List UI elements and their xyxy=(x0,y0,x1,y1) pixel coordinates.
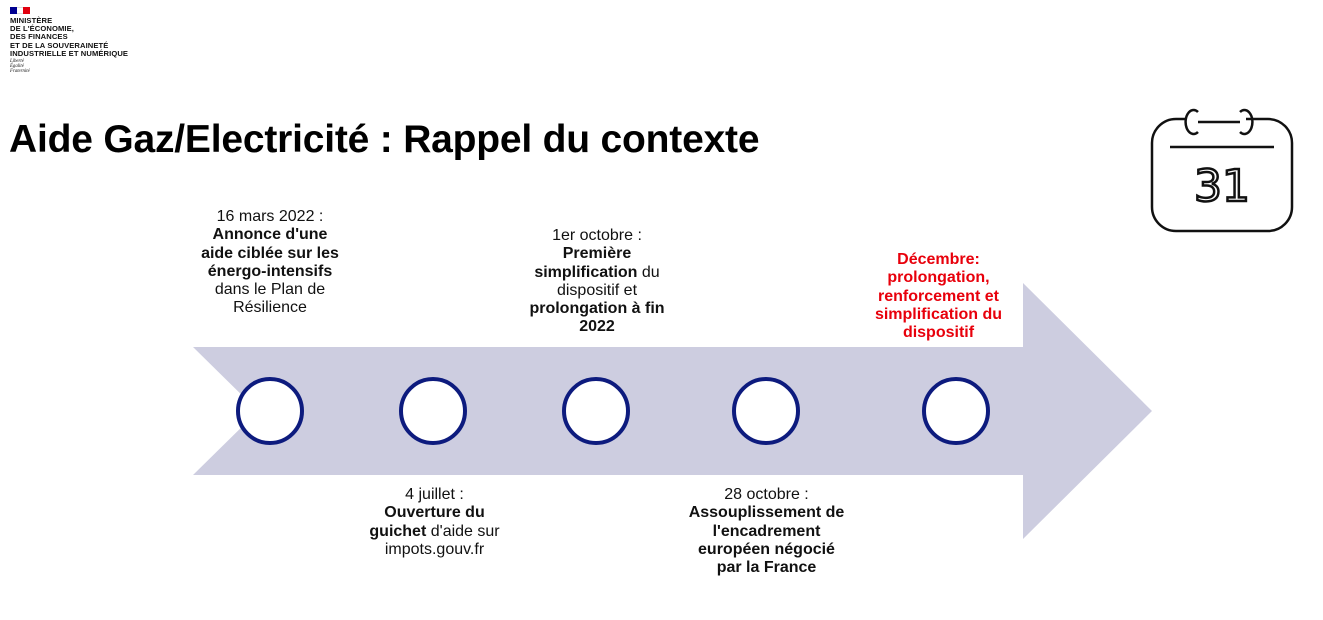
milestone-july xyxy=(367,486,502,559)
milestone-marker xyxy=(924,379,988,443)
milestone-date: 1er octobre : xyxy=(552,227,642,244)
milestone-highlight-text: Décembre: prolongation, renforcement et simplification du dispositif xyxy=(874,251,1003,342)
milestone-text: d'aide sur impots.gouv.fr xyxy=(384,522,500,558)
motto-line: Égalité xyxy=(10,64,24,70)
ministry-line: ET DE LA SOUVERAINETÉ xyxy=(10,40,109,50)
milestone-text: dans le Plan de Résilience xyxy=(214,281,326,317)
milestone-marker xyxy=(401,379,465,443)
ministry-line: MINISTÈRE xyxy=(10,16,53,25)
milestone-marker xyxy=(238,379,302,443)
milestone-date: 16 mars 2022 : xyxy=(216,208,324,225)
milestone-text: du dispositif et xyxy=(556,263,660,299)
ministry-line: INDUSTRIELLE ET NUMÉRIQUE xyxy=(10,48,129,58)
page-title: Aide Gaz/Electricité : Rappel du contexte xyxy=(9,118,760,161)
milestone-marker xyxy=(734,379,798,443)
ministry-line: DES FINANCES xyxy=(10,32,68,42)
milestone-date: 4 juillet : xyxy=(405,486,464,503)
milestone-october-1 xyxy=(526,227,668,337)
motto-line: Fraternité xyxy=(10,69,30,75)
calendar-day: 31 xyxy=(1194,161,1250,212)
milestone-bold-text: prolongation à fin 2022 xyxy=(529,300,665,336)
milestone-date: 28 octobre : xyxy=(724,486,809,503)
milestone-bold-text: Annonce d'une aide ciblée sur les énergo-intensifs xyxy=(201,226,339,280)
motto-line: Liberté xyxy=(10,59,24,65)
milestone-december xyxy=(861,251,1016,342)
milestone-bold-text: Première simplification xyxy=(534,245,638,281)
ministry-line: DE L'ÉCONOMIE, xyxy=(10,24,74,34)
milestone-marker xyxy=(564,379,628,443)
milestone-bold-text: Assouplissement de l'encadrement européen négocié par la France xyxy=(688,504,845,577)
milestone-bold-text: Ouverture du guichet xyxy=(369,504,485,540)
milestone-march xyxy=(195,208,345,318)
milestone-october-28 xyxy=(684,486,849,577)
